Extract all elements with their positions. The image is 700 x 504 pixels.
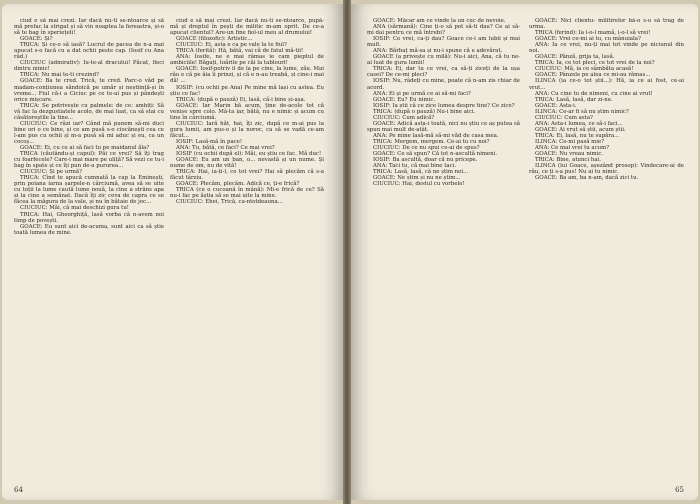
paragraph: CIUCIUC: Cum adică?	[373, 114, 435, 121]
paragraph: CIUCIUC: Hai, destul cu vorbele!	[373, 181, 465, 188]
paragraph: GOACE: Pânză, grija ta, lasă.	[535, 54, 615, 61]
paragraph: GOACE (a privește cu milă): Nu-i aici, Ana, că tu ne-ai luat de gura lumii!	[367, 54, 520, 67]
paragraph: GOACE: Nu vreau nimic.	[535, 151, 604, 158]
paragraph: ANA: Pe mine lasă-mă să-mi văd de casa mea.	[373, 132, 499, 139]
paragraph: CIUCIUC: Și pe urmă?	[20, 169, 82, 176]
paragraph: GOACE: Eu? Eu nimic.	[373, 96, 436, 103]
paragraph: ANA: Ei și pe urmă ce ai să-mi faci?	[373, 90, 471, 97]
paragraph: GOACE: Eu am un ban, o... nevastă și un nume. Și nume de om, nu de vită!	[170, 157, 324, 170]
paragraph: TRICA: Lasă, lasă, dar zi-ne.	[535, 96, 613, 103]
paragraph: ANA: Iosife, ne e mai râmas ie cam pieptul de ambiciile! Băgați, luările pe căi la tablouri!	[170, 54, 324, 67]
paragraph: TRICA (căutându-și capul): Păi ce vrei? Să îți trag cu foarfecele? Care-i mai mare pe uliță? Să vezi ce tu-i bag în spate și ce îți pun de-a pururea...	[14, 151, 164, 170]
book-gutter	[343, 0, 351, 504]
right-page-column-2	[529, 18, 684, 478]
paragraph: TRICA: Și ce-o să iasă? Lucrul de pacea de n-a mai apucat s-o facă cu a dat ochii peste cap. (Iosif cu Ana râd.)	[14, 42, 164, 61]
paragraph: GOACE: Ba te cred. Trică, te cred. Parc-o văd pe madam-conțiunea săndoică pe umăr și neștiință-și în vreme... Fiul că-i a Ciciuc pe ce te-ai pus și pândești orice mișcare.	[14, 78, 164, 103]
paragraph: CIUCIUC: De ce nu spui ce-ai de spus?	[373, 144, 480, 151]
paragraph: GOACE: Și?	[20, 36, 53, 43]
paragraph: TRICA: Bine, atunci hai.	[535, 157, 602, 164]
paragraph: ANA: Cu cine tu de nimeni, cu cine ai vrut!	[535, 90, 653, 97]
paragraph: IOSIF: Ba ascultă, doar că nu pricepe.	[373, 157, 478, 164]
paragraph: GOACE: Eu sunt aici de-acuma, sunt aici ca să știe toată lumea de mine.	[14, 223, 164, 236]
paragraph: GOACE: Asta-i.	[535, 102, 577, 109]
paragraph: TRICA: Mergem, mergem. Ce-ai tu cu noi?	[373, 138, 490, 145]
paragraph: CIUCIUC (admirativ): Iu-te-al dracului! Păcat, fleci dintru nimic!	[14, 60, 164, 73]
paragraph: CIUCIUC: Ce râzi iar? Când mă punem să-mi duci bine ori o ce bine, și ce am pusă s-o ciocănești cea ce l-am pus cu ochii și m-a pusă să mi aduc și eu, ca un cocoș...	[14, 120, 164, 145]
paragraph: TRICA: Ei, lasă, nu te supăra...	[535, 132, 620, 139]
paragraph: TRICA: Ia, ce tot pleci, ce tot vrei de la noi?	[535, 60, 655, 67]
paragraph: IOSIF: Nu, râdeți cu mine, poate că n-am zis chiar de acord.	[367, 78, 520, 91]
paragraph: TRICA (ferită): Hă, bătă, vai că de fatul mă-tii!	[176, 48, 304, 55]
paragraph: GOACE: Ba am, ba n-am, dacă zici tu.	[535, 175, 639, 182]
paragraph: GOACE (filozofic): Artistic...	[176, 36, 253, 43]
paragraph: CIUCIUC: Ehei, Trică, ca-ntotdeauna...	[176, 199, 283, 206]
paragraph: GOACE: Ei, cu ce ai să faci tu pe maidanul ăla?	[20, 144, 150, 151]
paragraph: ciud e să mai crezi. Iar dacă nu-ti se-ntoarce, pupă-mă și dreptul în pești de militic m-am oprit. De ce-a apucat clientul? Are-un fine fiol-ul meu al drumului!	[170, 18, 324, 37]
paragraph: IOSIF: Lasă-mă în pace!	[176, 138, 243, 145]
right-page-number: 65	[675, 486, 684, 494]
paragraph: CIUCIUC: Măi, că mai deschizi gura tu!	[20, 205, 129, 212]
paragraph: GOACE: Adică asta-i toată, nici nu știu ce aș putea să spun mai mult de-atât.	[367, 120, 520, 133]
paragraph: GOACE: Ce să spun? Că tot n-ascultă nimeni.	[373, 151, 498, 158]
paragraph: TRICA: (după o pauză) Nu-i bine aici.	[373, 108, 476, 115]
paragraph: ANA: Bărbaț mă-sa și nu-i spune că e adevărat.	[373, 48, 503, 55]
paragraph: ANA: Tu, bătă, ce faci? Ce mai vrei?	[176, 144, 275, 151]
paragraph: TRICA: Hai, Gheorghiță, lasă vorba că n-avem noi timp de povești.	[14, 211, 164, 224]
paragraph: IOSIF: Ia știi că ce zice lumea despre tine? Ce zice?	[373, 102, 515, 109]
paragraph: CIUCIUC: Mă, ia ce sâmbăta acasă!	[535, 66, 634, 73]
paragraph: TRICA: Hai, ia-ți-l, ce tot vrei? Hai să plecăm că s-a făcut târziu.	[170, 169, 324, 182]
paragraph: GOACE: Vrei ce-mi ai tu, cu mânuiala?	[535, 36, 641, 43]
paragraph: GOACE: Iosif-potriv il de la pe cine, la lume, zău. Mai rău e că pe ăia îi prinzi, și că e n-au treabă, și cine-i mai dă! ...	[170, 66, 324, 85]
paragraph: TRICA: (după o pauză) Ei, lasă, că-i bine și-așa.	[176, 96, 306, 103]
paragraph: GOACE: Plecăm, plecăm. Adică ce, ți-e frică?	[176, 181, 300, 188]
paragraph: ciud e să mai crezi. Iar dacă nu-ti se-ntoarce și să mă prefac la strigat și să vin noaptea la fereastra, și-o să te bag în speriețeli!	[14, 18, 164, 37]
right-page-column-1	[367, 18, 520, 478]
left-page	[2, 4, 343, 500]
paragraph: ILINCA (ia ce-o tot știi...): Hă, ia ce ai fost, ce-ai vrut...	[529, 78, 684, 91]
paragraph: TRICA: Se potrivește cu palmele: de ce: ambiți: Să vă fac la dezgustiatele acolo, de mai luat, ca să stai cu căsătoreștile la tine...	[14, 102, 164, 121]
paragraph: TRICA: Ei, dar tu ce vrei, ca să-ți ziceți de la ușa casei? De ce-mi pleci?	[367, 66, 520, 79]
paragraph: IOSIF (cu ochii după el): Măi, eu știu ce fac. Mă duc!	[176, 151, 322, 158]
paragraph: TRICA: Cînd te apucă cumnată la cap la Eminești, prin poiana iarna șarpele-n cârciumă, avea să se uite cu toții la lume caută lume nouă, la cine a strâns apa și la cine a semănat. Dacă îți zic ceva de capra ce se făcea la măgura de la vale, și nu în bătaie de joc...	[14, 175, 164, 206]
paragraph: TRICA (cu o cucoană în mână): Mi-e frică de ce? Să nu-i fac pe ăștia să se mai uite la mine.	[170, 187, 324, 200]
paragraph: CIUCIUC: Cum asta?	[535, 114, 593, 121]
right-page	[351, 4, 698, 500]
left-page-column-2	[170, 18, 324, 478]
paragraph: TRICA (ferind): Ia i-o-l mamă, i-o-l să vrei!	[535, 30, 651, 37]
paragraph: ANA: Ia ce vrei, nu-ți mai tot vinde pe niciunul din noi.	[529, 42, 684, 55]
paragraph: ILINCA: Ce-mi pasă mie?	[535, 138, 605, 145]
paragraph: GOACE: Măcar am ce vinde la un cuc de nevoie.	[373, 18, 506, 24]
paragraph: GOACE: Nici clientu- militirelor bă-o s-o să trag de urma.	[529, 18, 684, 31]
paragraph: GOACE: Ne știm și nu ne știm...	[373, 175, 461, 182]
paragraph: GOACE: Pânzele pe alea ce mi-au rămas...	[535, 72, 651, 79]
paragraph: ANA: Ce mai vrei tu acum?	[535, 144, 610, 151]
paragraph: TRICA: Nu mai te-ti crezind?	[20, 72, 99, 79]
paragraph: ILINCA (lui Goace, așezând prosop): Vindecare-ai de rău, ce ți s-a pus! Nu ai tu nimic.	[529, 163, 684, 176]
paragraph: ILINCA: Ce-ar fi să nu știm nimic?	[535, 108, 629, 115]
paragraph: ANA: Taci tu, că mai bine taci.	[373, 163, 457, 170]
paragraph: GOACE: Ai vrut să știi, acum știi.	[535, 126, 626, 133]
paragraph: CIUCIUC: Iară hăt, hai, îți zic, după ce m-ai pus la gura lumii, am pus-o și la noroc, ca să se vadă ce-am făcut...	[170, 120, 324, 139]
paragraph: GOACE: Iar Marin bă acum, ține de-acolo tot că venise spre colo. Mă-ta iar, bătă, nu e nimic și acum cu tine în cârciumă.	[170, 102, 324, 121]
left-page-column-1	[14, 18, 164, 478]
paragraph: ANA (sărmană): Cine ți-o să pot să-ti dau? Ce ai să-mi dai pentru ce mă întrebi?	[367, 24, 520, 37]
paragraph: IOSIF: (cu ochii pe Ana) Pe mine mă lași cu astea. Eu știu ce fac!	[170, 84, 324, 97]
left-page-number: 64	[14, 486, 23, 494]
paragraph: TRICA: Lasă, lasă, că ne știm noi...	[373, 169, 469, 176]
paragraph: CIUCIUC: Ei, asta e ca pe vale la te fiul?	[176, 42, 287, 49]
paragraph: ANA: Asta-i lumea, ce să-i faci...	[535, 120, 623, 127]
paragraph: IOSIF: Ce vrei, ca-ți dau? Goace ce-i am lubii și mai mult.	[367, 36, 520, 49]
